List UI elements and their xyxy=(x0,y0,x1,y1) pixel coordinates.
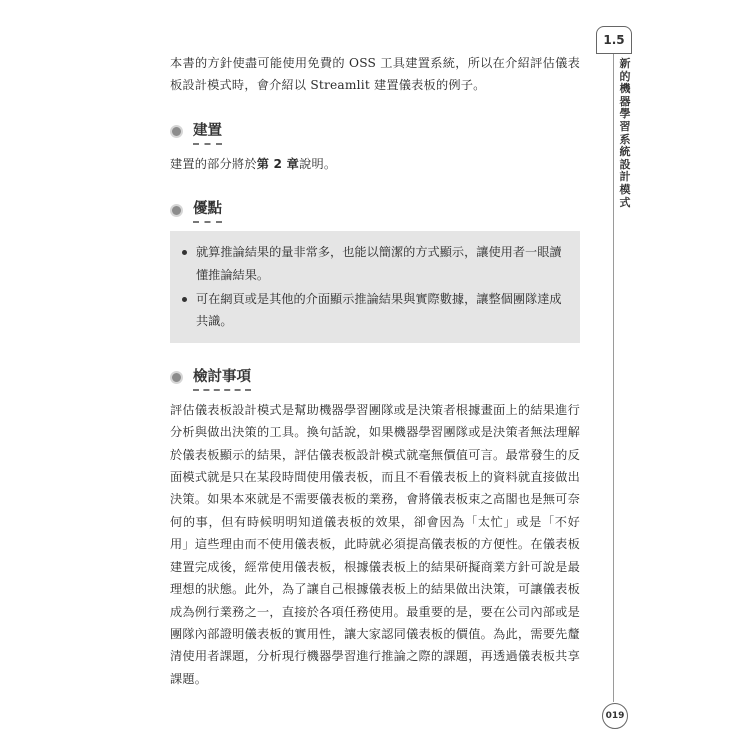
section-review-header xyxy=(170,365,580,391)
page-number: 019 xyxy=(602,703,628,729)
section-review-title: 檢討事項 xyxy=(193,365,251,391)
bullet-dot-icon xyxy=(182,297,187,302)
chapter-title-char: 設 xyxy=(619,157,631,171)
section-bullet-icon xyxy=(170,371,183,384)
advantages-list xyxy=(182,241,566,333)
chapter-title-char: 器 xyxy=(619,94,631,108)
chapter-title-char: 學 xyxy=(619,107,631,121)
bullet-dot-icon xyxy=(182,250,187,255)
review-paragraph: 評估儀表板設計模式是幫助機器學習團隊或是決策者根據畫面上的結果進行分析與做出決策的工具。換句話說，如果機器學習團隊或是決策者無法理解於儀表板顯示的結果，評估儀表板設計模式就毫無價值可言。最常發生的反面模式就是只在某段時間使用儀表板，而且不看儀表板上的資料就直接做出決策。如果本來就是不需要儀表板的業務，會將儀表板束之高閣也是無可奈何的事，但有時候明明知道儀表板的效果，卻會因為「太忙」或是「不好用」這些理由而不使用儀表板，此時就必須提高儀表板的方便性。在儀表板建置完成後，經常使用儀表板，根據儀表板上的結果研擬商業方針可說是最理想的狀態。此外，為了讓自己根據儀表板上的結果做出決策，可讓儀表板成為例行業務之一，直接於各項任務使用。最重要的是，要在公司內部或是團隊內部證明儀表板的實用性，讓大家認同儀表板的價值。為此，需要先釐清使用者課題，分析現行機器學習進行推論之際的課題，再透過儀表板共享課題。 xyxy=(170,402,580,686)
section-build-title: 建置 xyxy=(193,119,222,145)
build-paragraph xyxy=(170,153,580,175)
section-build-header xyxy=(170,119,580,145)
list-item-text: 可在網頁或是其他的介面顯示推論結果與實際數據，讓整個團隊達成共識。 xyxy=(196,292,562,329)
build-text-after: 說明。 xyxy=(299,156,337,171)
page-body xyxy=(170,52,580,690)
list-item xyxy=(182,288,566,333)
advantages-callout-box xyxy=(170,231,580,343)
section-bullet-icon xyxy=(170,125,183,138)
sidebar-rule xyxy=(613,52,614,702)
chapter-title-char: 習 xyxy=(619,119,631,133)
chapter-title-char: 統 xyxy=(619,145,631,159)
chapter-title-char: 新 xyxy=(619,57,631,70)
list-item-text: 就算推論結果的量非常多，也能以簡潔的方式顯示，讓使用者一眼讀懂推論結果。 xyxy=(196,245,562,282)
chapter-section-badge: 1.5 xyxy=(596,26,632,54)
section-advantages-header xyxy=(170,197,580,223)
list-item xyxy=(182,241,566,286)
chapter-title-char: 機 xyxy=(619,82,631,96)
build-text-before: 建置的部分將於 xyxy=(170,156,257,171)
chapter-title-char: 式 xyxy=(619,195,631,209)
chapter-title-vertical xyxy=(618,58,632,209)
section-advantages-title: 優點 xyxy=(193,197,222,223)
section-bullet-icon xyxy=(170,204,183,217)
chapter-title-char: 系 xyxy=(619,132,631,146)
intro-paragraph: 本書的方針使盡可能使用免費的 OSS 工具建置系統，所以在介紹評估儀表板設計模式時，會介紹以 Streamlit 建置儀表板的例子。 xyxy=(170,56,580,93)
chapter-title-char: 模 xyxy=(619,182,631,196)
chapter-title-char: 的 xyxy=(619,69,631,83)
chapter-title-char: 計 xyxy=(619,170,631,184)
chapter-reference: 第 2 章 xyxy=(256,156,300,171)
